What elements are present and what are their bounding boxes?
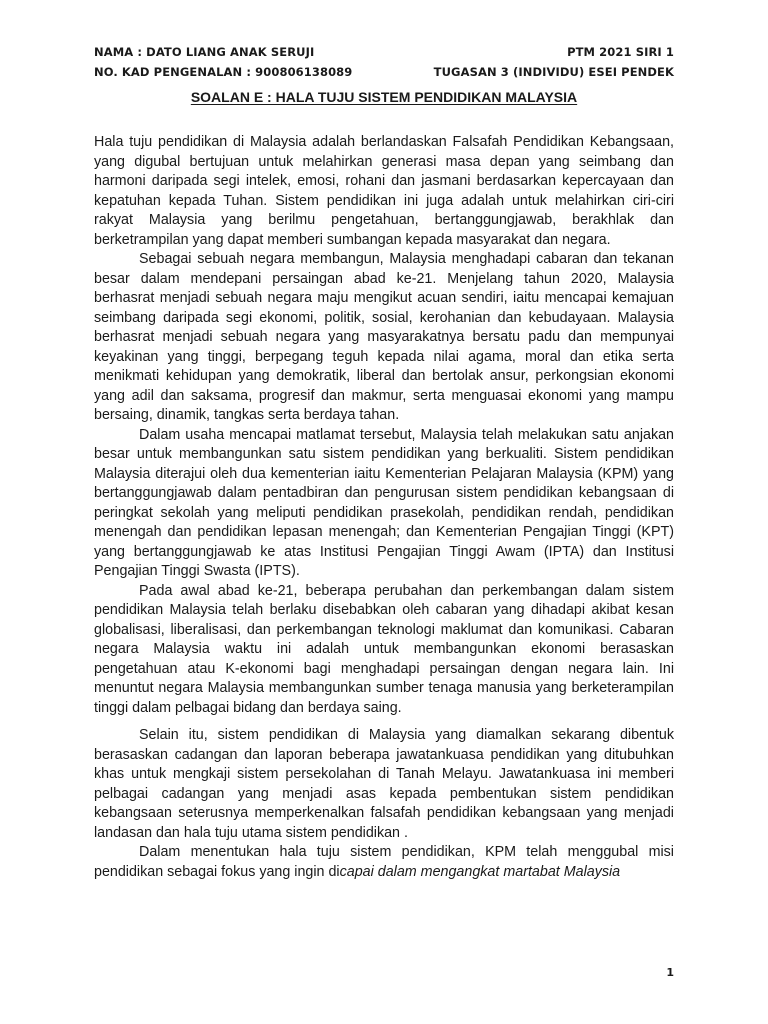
paragraph-6: [94, 843, 674, 882]
student-name: NAMA : DATO LIANG ANAK SERUJI: [94, 45, 315, 59]
ic-number: NO. KAD PENGENALAN : 900806138089: [94, 65, 353, 79]
assignment-label: TUGASAN 3 (INDIVIDU) ESEI PENDEK: [433, 65, 674, 79]
page-header: [94, 42, 674, 82]
page-number: 1: [666, 966, 674, 979]
essay-body: [94, 133, 674, 882]
paragraph-2: Sebagai sebuah negara membangun, Malaysia menghadapi cabaran dan tekanan besar dalam mendepani persaingan abad ke-21. Menjelang tahun 2020, Malaysia berhasrat menjadi sebuah negara maju mengikut acuan sendiri, iaitu mencapai kemajuan seimbang daripada segi ekonomi, politik, sosial, kerohanian dan kebudayaan. Malaysia berhasrat menjadi sebuah negara yang masyarakatnya bersatu padu dan mempunyai keyakinan yang tinggi, berpegang teguh kepada nilai agama, moral dan etika serta menikmati kehidupan yang demokratik, liberal dan bertolak ansur, perkongsian ekonomi yang adil dan saksama, progresif dan makmur, serta menguasai ekonomi yang mampu bersaing, dinamik, tangkas serta berdaya tahan.: [94, 251, 674, 423]
essay-title: SOALAN E : HALA TUJU SISTEM PENDIDIKAN MALAYSIA: [190, 89, 578, 105]
session-label: PTM 2021 SIRI 1: [567, 45, 674, 59]
paragraph-1: Hala tuju pendidikan di Malaysia adalah berlandaskan Falsafah Pendidikan Kebangsaan, yang digubal bertujuan untuk melahirkan generasi masa depan yang seimbang dan harmoni daripada segi intelek, emosi, rohani dan jasmani berdasarkan kepercayaan dan kepatuhan kepada Tuhan. Sistem pendidikan ini juga adalah untuk melahirkan ciri-ciri rakyat Malaysia yang berilmu pengetahuan, bertanggungjawab, berakhlak dan berketrampilan yang dapat memberi sumbangan kepada masyarakat dan negara.: [94, 134, 674, 248]
paragraph-3: Dalam usaha mencapai matlamat tersebut, Malaysia telah melakukan satu anjakan besar untuk membangunkan satu sistem pendidikan yang berkualiti. Sistem pendidikan Malaysia diterajui oleh dua kementerian iaitu Kementerian Pelajaran Malaysia (KPM) yang bertanggungjawab dalam pentadbiran dan pengurusan sistem pendidikan kebangsaan di peringkat sekolah yang meliputi pendidikan prasekolah, pendidikan rendah, pendidikan menengah dan pendidikan lepasan menengah; dan Kementerian Pengajian Tinggi (KPT) yang bertanggungjawab ke atas Institusi Pengajian Tinggi Awam (IPTA) dan Institusi Pengajian Tinggi Swasta (IPTS).: [94, 426, 674, 579]
paragraph-6-text: Dalam menentukan hala tuju sistem pendidikan, KPM telah menggubal misi pendidikan sebagai fokus yang ingin di: [94, 844, 674, 880]
header-row-2: [94, 62, 674, 82]
paragraph-6-italic-text: capai dalam mengangkat martabat Malaysia: [339, 863, 621, 880]
paragraph-4: Pada awal abad ke-21, beberapa perubahan dan perkembangan dalam sistem pendidikan Malaysia telah berlaku disebabkan oleh cabaran yang dihadapi akibat kesan globalisasi, liberalisasi, dan perkembangan teknologi maklumat dan komunikasi. Cabaran negara Malaysia waktu ini adalah untuk membangunkan ekonomi berasaskan pengetahuan atau K-ekonomi bagi menghadapi persaingan dengan negara lain. Ini menuntut negara Malaysia membangunkan sumber tenaga manusia yang berketerampilan tinggi dalam pelbagai bidang dan berdaya saing.: [94, 582, 674, 716]
paragraph-5: Selain itu, sistem pendidikan di Malaysia yang diamalkan sekarang dibentuk berasaskan cadangan dan laporan beberapa jawatankuasa pendidikan yang ditubuhkan khas untuk mengkaji sistem persekolahan di Tanah Melayu. Jawatankuasa ini memberi pelbagai cadangan yang menjadi asas kepada pembentukan sistem pendidikan kebangsaan seterusnya memperkenalkan falsafah pendidikan kebangsaan yang menjadi landasan dan hala tuju utama sistem pendidikan .: [94, 727, 674, 841]
header-row-1: [94, 42, 674, 62]
page-title: [94, 88, 674, 106]
